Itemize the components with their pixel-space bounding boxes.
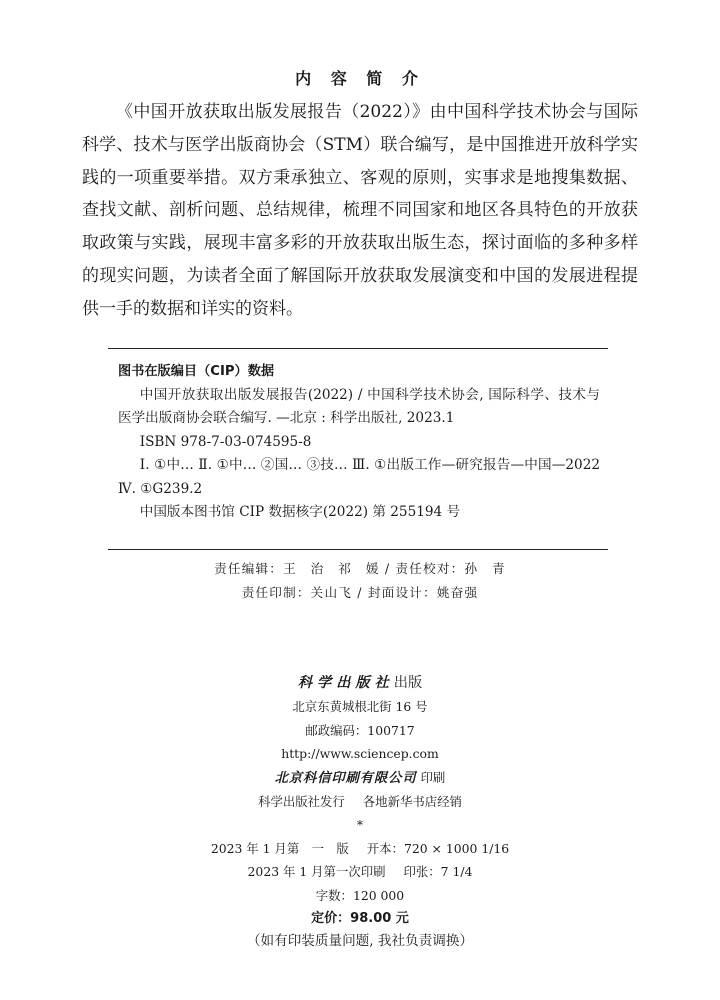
website: http://www.sciencep.com: [281, 746, 439, 762]
cip-isbn: ISBN 978-7-03-074595-8: [139, 433, 312, 450]
quality-notice: （如有印装质量问题, 我社负责调换）: [246, 933, 474, 950]
cip-description: 中国开放获取出版发展报告(2022) / 中国科学技术协会, 国际科学、技术与医学出版商协会联合编写. —北京 : 科学出版社, 2023.1: [118, 386, 600, 426]
printer-suffix: 印刷: [416, 769, 446, 785]
editors-line-1: 责任编辑：王 治 祁 媛 / 责任校对：孙 青: [214, 561, 506, 576]
distribution-right: 各地新华书店经销: [362, 794, 462, 810]
postcode: 邮政编码：100717: [305, 722, 415, 738]
publisher-suffix: 出版: [393, 675, 423, 691]
edition-left: 2023 年 1 月第 一 版: [210, 840, 349, 856]
star-separator: *: [356, 817, 364, 833]
word-count: 字数：120 000: [315, 887, 405, 903]
printing-left: 2023 年 1 月第一次印刷: [247, 864, 386, 880]
imprint-block: [0, 672, 720, 954]
distribution-left: 科学出版社发行: [258, 794, 345, 810]
publisher-line: [0, 672, 720, 695]
printer-logo: 北京科信印刷有限公司: [274, 770, 417, 786]
publisher-address: 北京东黄城根北街 16 号: [292, 699, 428, 715]
cip-classification: Ⅰ. ①中… Ⅱ. ①中… ②国… ③技… Ⅲ. ①出版工作—研究报告—中国—2022 Ⅳ. ①G239.2: [118, 457, 600, 497]
edition-right: 开本：720 × 1000 1/16: [366, 840, 510, 856]
cip-top-rule: [108, 348, 608, 349]
cip-heading: 图书在版编目（CIP）数据: [118, 364, 275, 379]
editors-block: [0, 557, 720, 604]
cip-record: 中国版本图书馆 CIP 数据核字(2022) 第 255194 号: [139, 504, 461, 520]
edition-line: [0, 837, 720, 860]
section-title: 内 容 简 介: [295, 69, 425, 88]
printing-right: 印张：7 1/4: [403, 864, 473, 880]
summary-paragraph: 《中国开放获取出版发展报告（2022）》由中国科学技术协会与国际科学、技术与医学出版商协会（STM）联合编写，是中国推进开放科学实践的一项重要举措。双方秉承独立、客观的原则，实事求是地搜集数据、查找文献、剖析问题、总结规律，梳理不同国家和地区各具特色的开放获取政策与实践，展现丰富多彩的开放获取出版生态，探讨面临的多种多样的现实问题，为读者全面了解国际开放获取发展演变和中国的发展进程提供一手的数据和详实的资料。: [82, 102, 638, 319]
cip-block: [118, 360, 600, 525]
printing-line: [0, 860, 720, 883]
cip-bottom-rule: [108, 549, 608, 550]
publisher-logo: 科学出版社: [297, 675, 394, 691]
price: 定价：98.00 元: [311, 911, 409, 927]
editors-line-2: 责任印制：关山飞 / 封面设计：姚奋强: [241, 584, 479, 600]
printer-line: [0, 766, 720, 790]
distribution-line: [0, 790, 720, 813]
